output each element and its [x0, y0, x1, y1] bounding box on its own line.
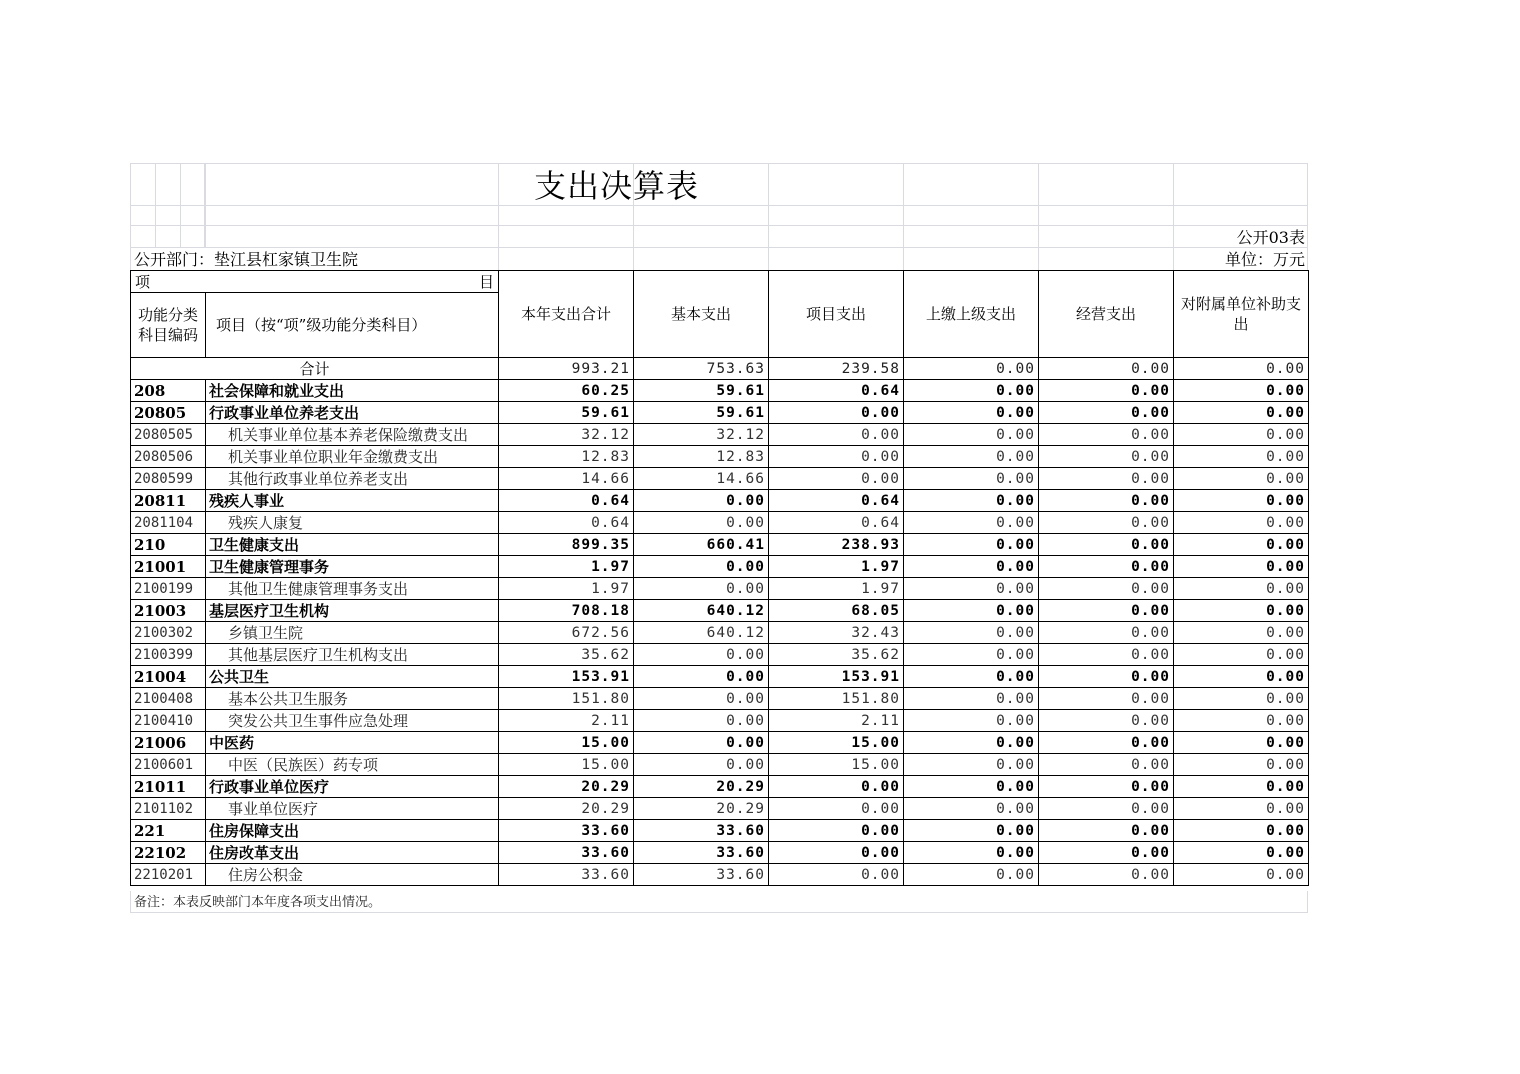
- row-code: 2100199: [131, 578, 206, 600]
- grid-line: [130, 163, 1308, 164]
- row-value: 0.00: [1039, 666, 1174, 688]
- row-value: 0.00: [634, 644, 769, 666]
- row-value: 0.00: [904, 754, 1039, 776]
- table-row: [131, 534, 1309, 556]
- table-row: [131, 402, 1309, 424]
- header-col-remit: 上缴上级支出: [904, 271, 1039, 358]
- table-row: [131, 776, 1309, 798]
- grid-line: [1307, 891, 1308, 913]
- row-code: 2100410: [131, 710, 206, 732]
- grid-line: [130, 163, 131, 270]
- row-name: 机关事业单位职业年金缴费支出: [206, 446, 499, 468]
- row-value: 0.00: [1039, 688, 1174, 710]
- row-value: 0.00: [1039, 798, 1174, 820]
- row-value: 0.00: [1039, 556, 1174, 578]
- row-value: 20.29: [634, 798, 769, 820]
- header-col-project: 项目支出: [769, 271, 904, 358]
- row-value: 0.64: [769, 490, 904, 512]
- table-row: [131, 754, 1309, 776]
- row-value: 33.60: [499, 842, 634, 864]
- department-label: 公开部门：垫江县杠家镇卫生院: [134, 250, 359, 269]
- header-col-total: 本年支出合计: [499, 271, 634, 358]
- row-value: 0.00: [769, 864, 904, 886]
- total-value: 0.00: [904, 358, 1039, 380]
- row-name: 突发公共卫生事件应急处理: [206, 710, 499, 732]
- total-row: [131, 358, 1309, 380]
- table-row: [131, 644, 1309, 666]
- row-value: 708.18: [499, 600, 634, 622]
- row-value: 0.00: [769, 798, 904, 820]
- row-code: 2080505: [131, 424, 206, 446]
- row-name: 其他基层医疗卫生机构支出: [206, 644, 499, 666]
- row-code: 2080506: [131, 446, 206, 468]
- row-value: 0.00: [1174, 710, 1309, 732]
- grid-line: [130, 891, 131, 913]
- total-value: 753.63: [634, 358, 769, 380]
- row-code: 20805: [131, 402, 206, 424]
- row-value: 0.00: [904, 688, 1039, 710]
- row-value: 0.00: [1174, 776, 1309, 798]
- row-value: 0.00: [634, 666, 769, 688]
- table-row: [131, 424, 1309, 446]
- row-value: 640.12: [634, 622, 769, 644]
- table-note: 备注：本表反映部门本年度各项支出情况。: [134, 895, 382, 910]
- row-name: 行政事业单位养老支出: [206, 402, 499, 424]
- grid-line: [903, 163, 904, 270]
- row-value: 33.60: [499, 820, 634, 842]
- row-value: 0.00: [904, 446, 1039, 468]
- grid-line: [130, 912, 1308, 913]
- total-value: 0.00: [1174, 358, 1309, 380]
- table-row: [131, 688, 1309, 710]
- row-code: 22102: [131, 842, 206, 864]
- row-value: 0.00: [1174, 622, 1309, 644]
- grid-line: [155, 163, 156, 248]
- row-value: 0.64: [499, 490, 634, 512]
- row-value: 2.11: [769, 710, 904, 732]
- row-value: 0.00: [904, 644, 1039, 666]
- row-code: 2101102: [131, 798, 206, 820]
- row-value: 0.00: [904, 864, 1039, 886]
- grid-line: [180, 163, 181, 248]
- row-value: 0.00: [634, 556, 769, 578]
- row-value: 1.97: [769, 578, 904, 600]
- grid-line: [130, 247, 1308, 248]
- expenditure-table: [130, 270, 1309, 886]
- row-value: 153.91: [769, 666, 904, 688]
- row-value: 0.00: [1039, 402, 1174, 424]
- row-name: 住房公积金: [206, 864, 499, 886]
- row-value: 0.00: [1039, 644, 1174, 666]
- row-code: 2100399: [131, 644, 206, 666]
- row-value: 0.00: [904, 842, 1039, 864]
- table-row: [131, 732, 1309, 754]
- row-value: 151.80: [769, 688, 904, 710]
- row-value: 68.05: [769, 600, 904, 622]
- row-value: 0.00: [1039, 512, 1174, 534]
- row-value: 0.00: [1174, 644, 1309, 666]
- row-value: 12.83: [499, 446, 634, 468]
- row-value: 0.00: [1039, 380, 1174, 402]
- row-value: 0.00: [1039, 820, 1174, 842]
- expenditure-sheet: [130, 163, 1308, 913]
- row-value: 0.00: [904, 776, 1039, 798]
- grid-line: [205, 163, 206, 248]
- row-value: 0.00: [1039, 490, 1174, 512]
- row-code: 20811: [131, 490, 206, 512]
- row-value: 0.64: [769, 512, 904, 534]
- row-value: 0.00: [904, 798, 1039, 820]
- row-code: 21003: [131, 600, 206, 622]
- row-value: 238.93: [769, 534, 904, 556]
- row-value: 1.97: [769, 556, 904, 578]
- row-value: 0.00: [1174, 578, 1309, 600]
- row-value: 0.00: [634, 732, 769, 754]
- row-name: 社会保障和就业支出: [206, 380, 499, 402]
- row-value: 14.66: [499, 468, 634, 490]
- row-value: 0.00: [634, 688, 769, 710]
- row-code: 2080599: [131, 468, 206, 490]
- table-row: [131, 864, 1309, 886]
- row-value: 899.35: [499, 534, 634, 556]
- row-name: 卫生健康支出: [206, 534, 499, 556]
- row-value: 0.00: [1039, 842, 1174, 864]
- row-name: 行政事业单位医疗: [206, 776, 499, 798]
- row-value: 0.00: [904, 402, 1039, 424]
- row-value: 0.00: [904, 490, 1039, 512]
- grid-line: [1173, 163, 1174, 270]
- table-row: [131, 842, 1309, 864]
- table-row: [131, 798, 1309, 820]
- row-value: 0.00: [1174, 820, 1309, 842]
- row-name: 住房保障支出: [206, 820, 499, 842]
- row-code: 221: [131, 820, 206, 842]
- row-name: 基本公共卫生服务: [206, 688, 499, 710]
- row-code: 2081104: [131, 512, 206, 534]
- row-value: 14.66: [634, 468, 769, 490]
- row-value: 153.91: [499, 666, 634, 688]
- row-value: 0.00: [904, 380, 1039, 402]
- row-code: 210: [131, 534, 206, 556]
- row-value: 12.83: [634, 446, 769, 468]
- row-value: 0.00: [1039, 622, 1174, 644]
- row-value: 20.29: [499, 798, 634, 820]
- row-value: 0.00: [904, 556, 1039, 578]
- row-code: 21004: [131, 666, 206, 688]
- row-value: 0.00: [1174, 380, 1309, 402]
- header-col-subsidy: 对附属单位补助支出: [1174, 271, 1309, 358]
- row-value: 0.00: [634, 490, 769, 512]
- row-value: 15.00: [499, 754, 634, 776]
- row-value: 0.00: [904, 512, 1039, 534]
- row-value: 32.43: [769, 622, 904, 644]
- header-code: 功能分类科目编码: [131, 293, 206, 358]
- table-row: [131, 600, 1309, 622]
- row-value: 59.61: [634, 380, 769, 402]
- total-value: 239.58: [769, 358, 904, 380]
- row-value: 0.00: [1174, 468, 1309, 490]
- row-name: 卫生健康管理事务: [206, 556, 499, 578]
- row-value: 0.00: [904, 600, 1039, 622]
- row-name: 公共卫生: [206, 666, 499, 688]
- row-value: 0.00: [1039, 754, 1174, 776]
- row-value: 59.61: [499, 402, 634, 424]
- header-item-right: 目: [478, 272, 494, 291]
- table-row: [131, 380, 1309, 402]
- row-code: 2100601: [131, 754, 206, 776]
- row-value: 672.56: [499, 622, 634, 644]
- row-name: 其他行政事业单位养老支出: [206, 468, 499, 490]
- row-value: 0.00: [904, 622, 1039, 644]
- table-row: [131, 468, 1309, 490]
- grid-line: [1307, 163, 1308, 270]
- row-value: 20.29: [499, 776, 634, 798]
- row-value: 0.00: [904, 424, 1039, 446]
- row-value: 0.00: [1039, 600, 1174, 622]
- row-value: 35.62: [499, 644, 634, 666]
- grid-line: [1038, 163, 1039, 270]
- table-row: [131, 710, 1309, 732]
- row-value: 0.00: [769, 776, 904, 798]
- grid-line: [204, 163, 205, 248]
- row-value: 0.00: [1039, 710, 1174, 732]
- row-code: 2210201: [131, 864, 206, 886]
- table-row: [131, 820, 1309, 842]
- row-value: 0.64: [769, 380, 904, 402]
- row-name: 中医药: [206, 732, 499, 754]
- row-code: 208: [131, 380, 206, 402]
- row-code: 21006: [131, 732, 206, 754]
- row-value: 0.00: [634, 710, 769, 732]
- total-value: 0.00: [1039, 358, 1174, 380]
- row-value: 60.25: [499, 380, 634, 402]
- row-value: 0.00: [1174, 402, 1309, 424]
- header-col-operating: 经营支出: [1039, 271, 1174, 358]
- row-value: 151.80: [499, 688, 634, 710]
- row-value: 0.00: [1174, 732, 1309, 754]
- row-name: 残疾人康复: [206, 512, 499, 534]
- row-code: 21011: [131, 776, 206, 798]
- row-value: 1.97: [499, 578, 634, 600]
- row-name: 中医（民族医）药专项: [206, 754, 499, 776]
- header-item-left: 项: [135, 272, 151, 291]
- row-value: 2.11: [499, 710, 634, 732]
- row-name: 事业单位医疗: [206, 798, 499, 820]
- form-number: 公开03表: [1236, 228, 1305, 247]
- row-value: 0.00: [1174, 556, 1309, 578]
- row-value: 0.00: [634, 578, 769, 600]
- total-label: 合计: [131, 358, 499, 380]
- row-value: 0.64: [499, 512, 634, 534]
- row-value: 0.00: [1039, 424, 1174, 446]
- row-value: 0.00: [1174, 534, 1309, 556]
- row-value: 59.61: [634, 402, 769, 424]
- row-value: 0.00: [1174, 864, 1309, 886]
- row-value: 0.00: [1174, 424, 1309, 446]
- row-value: 0.00: [1174, 688, 1309, 710]
- row-value: 0.00: [769, 820, 904, 842]
- row-value: 0.00: [1039, 776, 1174, 798]
- row-value: 0.00: [769, 402, 904, 424]
- row-value: 33.60: [634, 864, 769, 886]
- row-value: 0.00: [634, 512, 769, 534]
- grid-line: [130, 225, 1308, 226]
- row-value: 0.00: [769, 424, 904, 446]
- row-value: 0.00: [1039, 732, 1174, 754]
- row-value: 0.00: [1039, 446, 1174, 468]
- row-name: 残疾人事业: [206, 490, 499, 512]
- row-value: 0.00: [769, 468, 904, 490]
- row-value: 35.62: [769, 644, 904, 666]
- row-value: 640.12: [634, 600, 769, 622]
- row-value: 0.00: [1174, 798, 1309, 820]
- row-name: 机关事业单位基本养老保险缴费支出: [206, 424, 499, 446]
- row-value: 0.00: [1039, 468, 1174, 490]
- row-value: 0.00: [1174, 490, 1309, 512]
- row-value: 0.00: [769, 842, 904, 864]
- row-value: 0.00: [1174, 842, 1309, 864]
- row-code: 2100302: [131, 622, 206, 644]
- table-row: [131, 666, 1309, 688]
- row-value: 0.00: [1174, 600, 1309, 622]
- row-code: 2100408: [131, 688, 206, 710]
- row-value: 0.00: [1174, 666, 1309, 688]
- row-value: 0.00: [1039, 534, 1174, 556]
- table-row: [131, 512, 1309, 534]
- header-col-basic: 基本支出: [634, 271, 769, 358]
- row-value: 0.00: [634, 754, 769, 776]
- row-name: 住房改革支出: [206, 842, 499, 864]
- row-value: 15.00: [769, 732, 904, 754]
- row-value: 0.00: [904, 732, 1039, 754]
- row-value: 0.00: [904, 710, 1039, 732]
- header-row: [131, 271, 1309, 293]
- header-item-cell: [131, 271, 499, 293]
- row-value: 33.60: [634, 842, 769, 864]
- row-value: 0.00: [1039, 578, 1174, 600]
- row-name: 乡镇卫生院: [206, 622, 499, 644]
- row-value: 32.12: [634, 424, 769, 446]
- row-value: 0.00: [769, 446, 904, 468]
- row-value: 33.60: [634, 820, 769, 842]
- table-row: [131, 446, 1309, 468]
- row-value: 0.00: [904, 666, 1039, 688]
- page-title: 支出决算表: [533, 167, 699, 205]
- row-value: 33.60: [499, 864, 634, 886]
- table-row: [131, 556, 1309, 578]
- row-value: 0.00: [1174, 446, 1309, 468]
- row-value: 1.97: [499, 556, 634, 578]
- row-value: 0.00: [1174, 512, 1309, 534]
- row-value: 0.00: [904, 820, 1039, 842]
- row-value: 0.00: [1039, 864, 1174, 886]
- total-value: 993.21: [499, 358, 634, 380]
- row-name: 基层医疗卫生机构: [206, 600, 499, 622]
- row-value: 32.12: [499, 424, 634, 446]
- unit-label: 单位：万元: [1224, 250, 1305, 269]
- row-code: 21001: [131, 556, 206, 578]
- table-row: [131, 578, 1309, 600]
- table-row: [131, 622, 1309, 644]
- row-value: 15.00: [769, 754, 904, 776]
- table-row: [131, 490, 1309, 512]
- row-value: 0.00: [904, 578, 1039, 600]
- row-value: 660.41: [634, 534, 769, 556]
- row-name: 其他卫生健康管理事务支出: [206, 578, 499, 600]
- row-value: 0.00: [904, 534, 1039, 556]
- row-value: 15.00: [499, 732, 634, 754]
- row-value: 0.00: [904, 468, 1039, 490]
- row-value: 20.29: [634, 776, 769, 798]
- header-name: 项目（按“项”级功能分类科目）: [206, 293, 499, 358]
- row-value: 0.00: [1174, 754, 1309, 776]
